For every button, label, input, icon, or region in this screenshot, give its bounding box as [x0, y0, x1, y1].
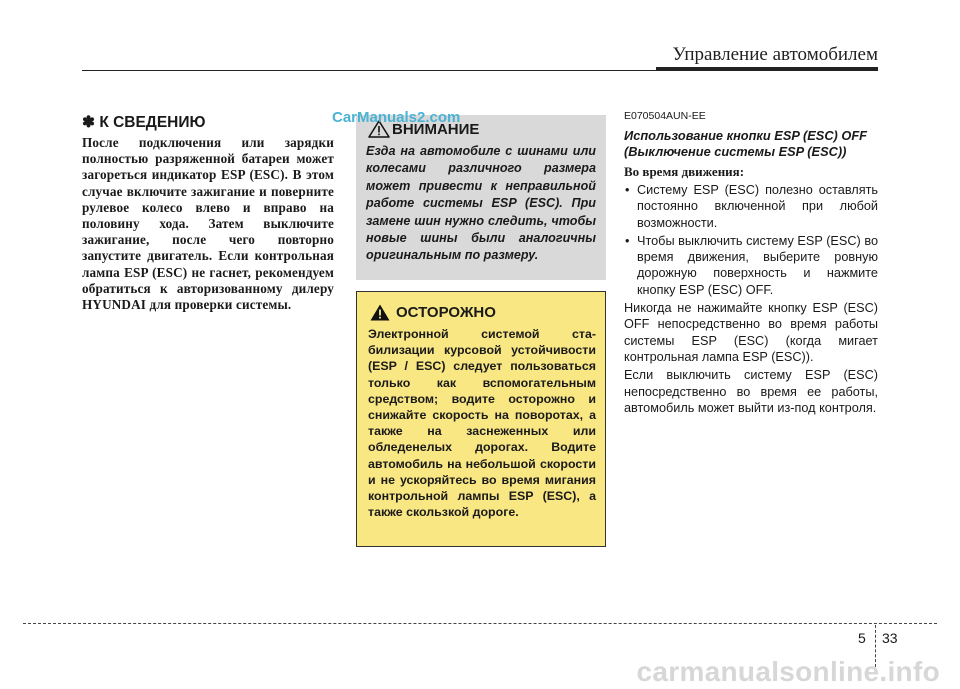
caution-title: ОСТОРОЖНО [396, 304, 496, 321]
page-number: 33 [882, 630, 898, 646]
note-title-text: К СВЕДЕНИЮ [99, 114, 206, 131]
warning-triangle-filled-icon [370, 304, 390, 321]
warning-body: Езда на автомобиле с шинами или колесами различного размера может привести к неправильной работе системы ESP (ESC). При замене шин нужно следить, чтобы новые шины были аналогичны оригинальным по размеру. [366, 144, 596, 263]
esp-off-section [624, 110, 878, 418]
list-item [624, 233, 878, 298]
header-rule-accent [656, 67, 878, 71]
during-driving-label: Во время движения: [624, 164, 745, 179]
note-title [82, 113, 334, 132]
list-item [624, 182, 878, 231]
section-number: 5 [858, 630, 866, 646]
bullet-icon: • [625, 233, 630, 248]
header-title: Управление автомобилем [672, 44, 878, 65]
warning-title: ВНИМАНИЕ [392, 120, 480, 138]
footer-watermark: carmanualsonline.info [636, 656, 940, 687]
note-star-icon: ✽ [82, 114, 95, 131]
section-code: E070504AUN-EE [624, 110, 706, 122]
caution-header [370, 304, 496, 321]
caution-body: Электронной системой ста-билизации курсовой устойчивости (ESP / ESC) следует пользоваться только как вспомогательным средством; водите осторожно и снижайте скорость на поворотах, а также на заснеженных или обледенелых дорогах. Водите автомобиль на небольшой скорости и не ускоряйтесь во время мигания контрольной лампы ESP (ESC), а также скользкой дороге. [368, 327, 596, 520]
note-body: После подключения или зарядки полностью разряженной батареи может загореться индикатор ESP (ESC). В этом случае включите зажигание и поверните рулевое колесо влево и вправо на половину хода. Затем выключите зажигание, после чего повторно запустите двигатель. Если контрольная лампа ESP (ESC) не гаснет, рекомендуем обратиться к авторизованному дилеру HYUNDAI для проверки системы. [82, 135, 334, 313]
list-item-text: Систему ESP (ESC) полезно оставлять постоянно включенной при любой возможности. [637, 183, 878, 230]
note-section [82, 113, 334, 313]
list-item-text: Чтобы выключить систему ESP (ESC) во время движения, выберите ровную дорожную поверхность и нажмите кнопку ESP (ESC) OFF. [637, 233, 878, 297]
footer-rule [23, 623, 937, 624]
paragraph: Никогда не нажимайте кнопку ESP (ESC) OFF непосредственно во время работы системы ESP (ESC) (когда мигает контрольная лампа ESP (ESC)). [624, 301, 878, 364]
bullet-list [624, 182, 878, 298]
section-subtitle: Использование кнопки ESP (ESC) OFF (Выключение системы ESP (ESC)) [624, 128, 867, 159]
bullet-icon: • [625, 183, 630, 197]
paragraph: Если выключить систему ESP (ESC) непосредственно во время ее работы, автомобиль может выйти из-под контроля. [624, 368, 878, 415]
watermark-logo: CarManuals2.com [332, 109, 461, 126]
warning-box [356, 115, 606, 280]
caution-box [356, 291, 606, 547]
